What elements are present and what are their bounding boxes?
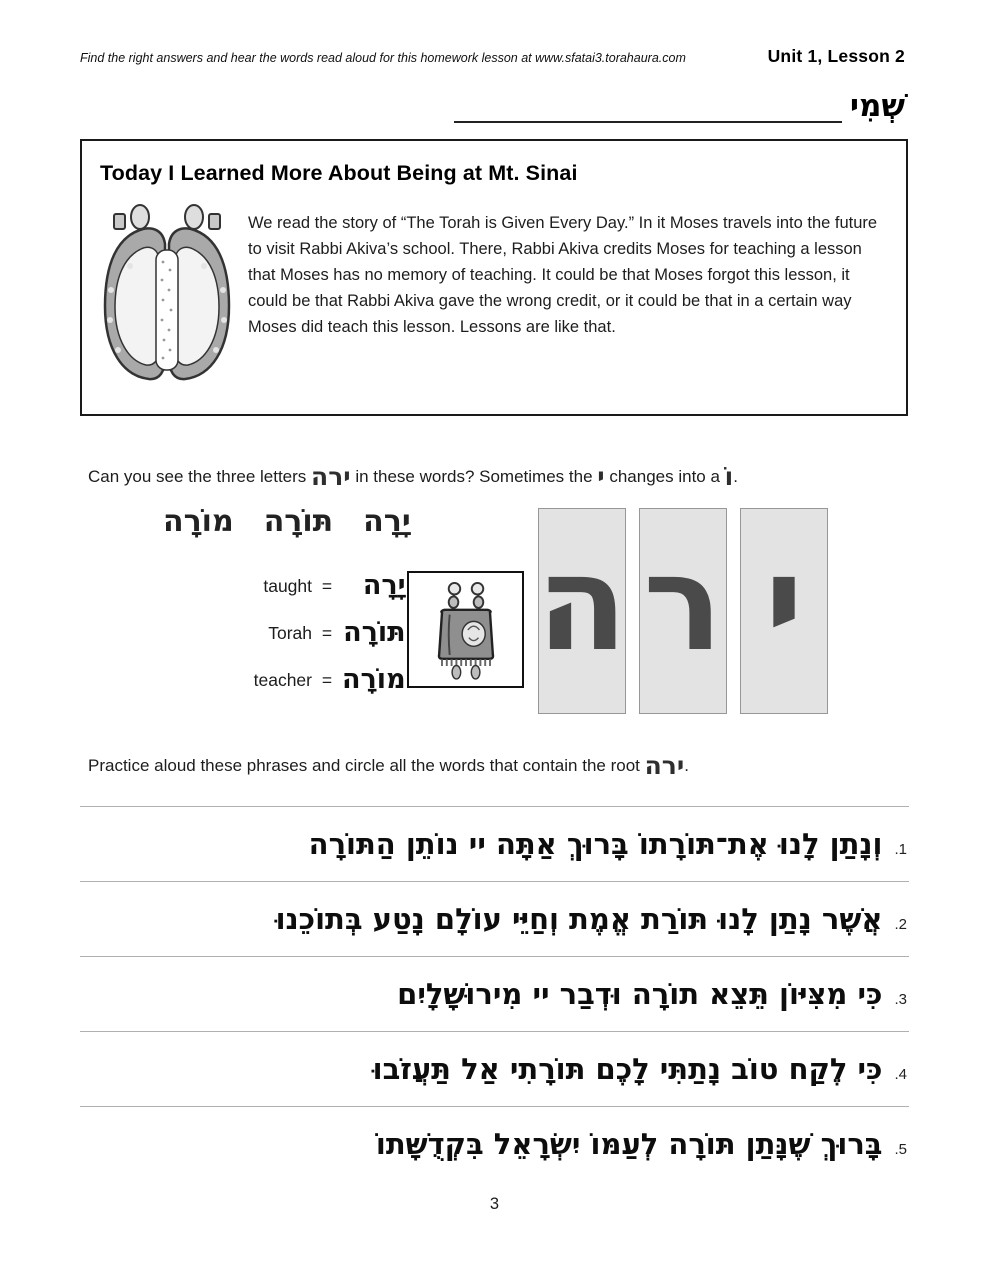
letter-vav-inline: וֹ — [724, 462, 734, 491]
glossary-english: teacher — [253, 669, 312, 690]
root-letter-cards — [538, 508, 828, 714]
phrase-row — [80, 806, 909, 881]
letter-card-yud — [740, 508, 828, 714]
phrase-number: .2 — [894, 915, 907, 933]
example-words-row — [163, 504, 411, 539]
phrase-row — [80, 956, 909, 1031]
page-header — [80, 46, 905, 67]
letter-card-hey — [538, 508, 626, 714]
phrase-hebrew: כִּי מִצִּיּוֹן תֵּצֵא תוֹרָה וּדְבַר יי מִירוּשָׁלָיִם — [397, 977, 883, 1011]
phrase-row — [80, 1106, 909, 1181]
name-line — [80, 89, 905, 123]
letter-glyph: ה — [536, 527, 628, 681]
phrase-row — [80, 1031, 909, 1106]
intro-period: . — [733, 467, 738, 486]
glossary-english: Torah — [268, 622, 312, 643]
lesson-body-text: We read the story of “The Torah is Given Every Day.” In it Moses travels into the future to visit Rabbi Akiva’s school. There, Rabbi Akiva credits Moses for teaching a lesson that Moses has no memory of teaching. It could be that Moses forgot this lesson, it could be that Rabbi Akiva gave the wrong credit, or it could be that in a certain way Moses did teach this lesson. Lessons are like that. — [248, 214, 878, 336]
phrase-number: .1 — [894, 840, 907, 858]
open-torah-scroll-icon — [96, 200, 238, 395]
example-word: מוֹרָה — [163, 504, 234, 539]
intro-text-before: Can you see the three letters — [88, 467, 312, 486]
letter-yud-inline: י — [597, 462, 605, 491]
unit-lesson-label: Unit 1, Lesson 2 — [767, 46, 905, 66]
homework-note: Find the right answers and hear the words read aloud for this homework lesson at www.sfatai3.torahaura.com — [80, 51, 686, 65]
practice-instruction — [88, 750, 909, 782]
glossary-hebrew: מוֹרָה — [342, 664, 406, 695]
letter-glyph: י — [764, 527, 804, 681]
glossary-hebrew: תּוֹרָה — [343, 617, 406, 648]
equals-sign: = — [321, 669, 333, 690]
phrase-hebrew: אֲשֶׁר נָתַן לָנוּ תּוֹרַת אֱמֶת וְחַיֵּי עוֹלָם נָטַע בְּתוֹכֵנוּ — [275, 902, 883, 936]
phrase-hebrew: כִּי לֶקַח טוֹב נָתַתִּי לָכֶם תּוֹרָתִי אַל תַּעֲזֹבוּ — [372, 1052, 883, 1086]
my-name-hebrew-label: שְׁמִי — [849, 88, 905, 124]
letter-glyph: ר — [643, 527, 723, 681]
letter-card-resh — [639, 508, 727, 714]
equals-sign: = — [321, 622, 333, 643]
phrase-number: .5 — [894, 1140, 907, 1158]
root-intro-sentence — [88, 460, 909, 494]
equals-sign: = — [321, 575, 333, 596]
intro-text-after: changes into a — [604, 467, 725, 486]
page-number: 3 — [489, 1195, 500, 1213]
phrase-list — [80, 806, 909, 1181]
root-study-section — [80, 498, 909, 740]
lesson-summary-box — [80, 139, 908, 416]
glossary-english: taught — [263, 575, 312, 596]
phrase-hebrew: בָּרוּךְ שֶׁנָּתַן תּוֹרָה לְעַמּוֹ יִשְׂרָאֵל בִּקְדֻשָּׁתוֹ — [375, 1127, 883, 1161]
practice-period: . — [684, 756, 689, 775]
covered-torah-scroll-icon — [407, 571, 524, 688]
phrase-number: .3 — [894, 990, 907, 1008]
example-word: תּוֹרָה — [263, 504, 334, 539]
example-word: יָרָה — [363, 504, 411, 539]
glossary-hebrew: יָרָה — [362, 570, 406, 601]
intro-text-middle: in these words? Sometimes the — [350, 467, 598, 486]
phrase-hebrew: וְנָתַן לָנוּ אֶת־תּוֹרָתוֹ בָּרוּךְ אַתָּה יי נוֹתֵן הַתּוֹרָה — [308, 827, 883, 861]
practice-text-before: Practice aloud these phrases and circle all the words that contain the root — [88, 756, 645, 775]
name-blank-line — [454, 91, 842, 123]
root-letters-inline: ירה — [644, 751, 685, 780]
phrase-row — [80, 881, 909, 956]
phrase-number: .4 — [894, 1065, 907, 1083]
lesson-title: Today I Learned More About Being at Mt. Sinai — [100, 161, 578, 185]
glossary-table — [160, 564, 406, 702]
root-letters-inline: ירה — [311, 462, 351, 491]
